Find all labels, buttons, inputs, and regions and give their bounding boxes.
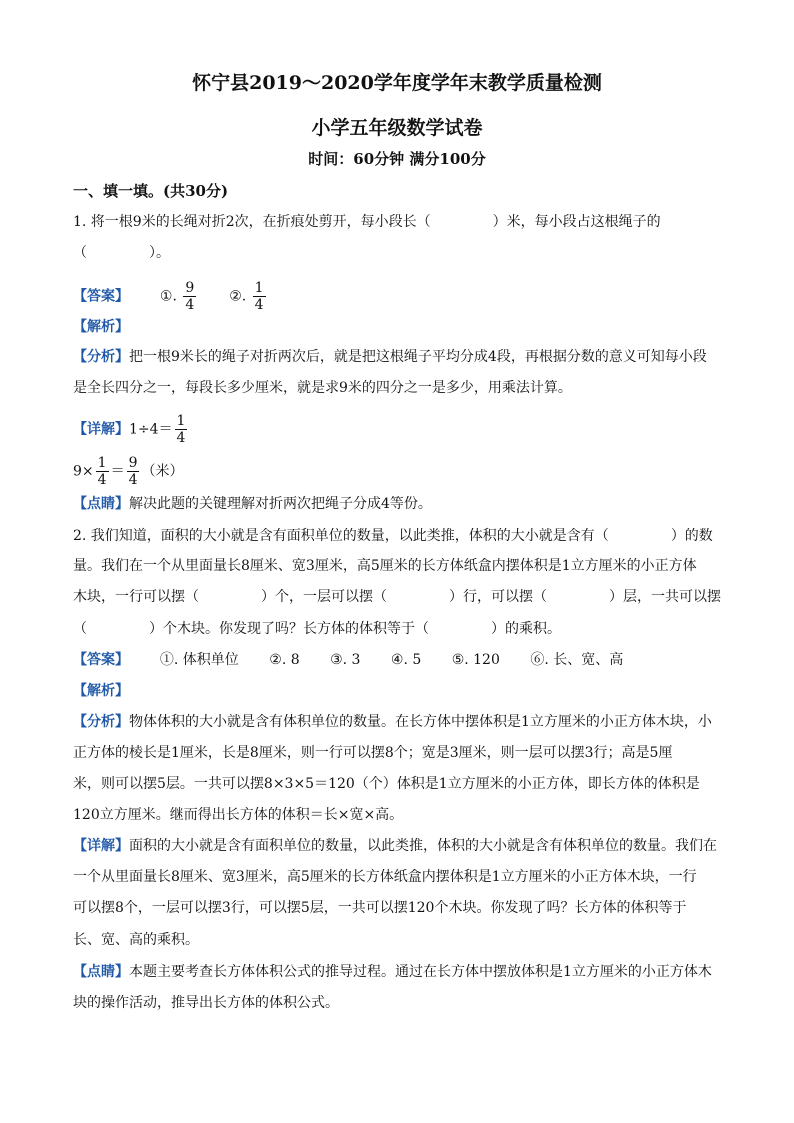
analysis-tag: 【解析】 (73, 319, 129, 335)
q1-calc-fraction-1: $\frac{1}{4}$ (97, 455, 107, 488)
section-heading: 一、填一填。(共30分) (73, 182, 229, 200)
q2-stem-line1: 2. 我们知道，面积的大小就是含有面积单位的数量，以此类推，体积的大小就是含有（ ）的数 (73, 528, 713, 544)
q2-stem-line4: （ ）个木块。你发现了吗？长方体的体积等于（ ）的乘积。 (73, 621, 561, 637)
q2-answer-item: ③. 3 (330, 652, 361, 668)
exam-title: 怀宁县2019～2020学年度学年末教学质量检测 (192, 72, 602, 94)
dianjing-tag: 【点睛】 (73, 496, 129, 512)
q1-answer2-fraction: $\frac{1}{4}$ (254, 280, 264, 313)
q2-answer-item: ②. 8 (269, 652, 300, 668)
fenxi-tag: 【分析】 (73, 714, 129, 730)
q1-xiangjie-fraction: $\frac{1}{4}$ (176, 413, 186, 446)
fenxi-tag: 【分析】 (73, 349, 129, 365)
q2-answer-line (73, 650, 723, 670)
answer-tag: 【答案】 (73, 652, 129, 668)
q1-dianjing-line: 【点睛】解决此题的关键理解对折两次把绳子分成4等份。 (73, 496, 432, 512)
q2-fenxi-line3: 米，则可以摆5层。一共可以摆8×3×5＝120（个）体积是1立方厘米的小正方体，即长方体的体积是 (73, 776, 700, 792)
q2-answer-item: ①. 体积单位 (159, 652, 239, 668)
dianjing-tag: 【点睛】 (73, 964, 129, 980)
q1-answer-line (73, 280, 723, 313)
q1-stem-line1 (73, 212, 723, 232)
q1-xiangjie-line: 【详解】1÷4＝ $\frac{1}{4}$ (73, 413, 186, 446)
xiangjie-tag: 【详解】 (73, 421, 129, 438)
q1-answer1-fraction: $\frac{9}{4}$ (185, 280, 195, 313)
q2-fenxi-line2: 正方体的棱长是1厘米，长是8厘米，则一行可以摆8个；宽是3厘米，则一层可以摆3行；高是5厘 (73, 745, 673, 761)
q2-xiangjie-line2: 一个从里面量长8厘米、宽3厘米，高5厘米的长方体纸盒内摆体积是1立方厘米的小正方体木块，一行 (73, 869, 697, 885)
q2-stem-line2: 量。我们在一个从里面量长8厘米、宽3厘米，高5厘米的长方体纸盒内摆体积是1立方厘米的小正方体 (73, 558, 697, 574)
exam-time-info: 时间：60分钟 满分100分 (308, 150, 486, 168)
q2-xiangjie-line3: 可以摆8个，一层可以摆3行，可以摆5层，一共可以摆120个木块。你发现了吗？长方体的体积等于 (73, 900, 687, 916)
q1-stem-text-a: 1. 将一根9米的长绳对折2次，在折痕处剪开，每小段长（ (73, 214, 431, 230)
q2-answer-item: ④. 5 (390, 652, 422, 668)
answer-tag: 【答案】 (73, 288, 129, 305)
q2-answer-item: ⑥. 长、宽、高 (530, 652, 624, 668)
q2-xiangjie-line4: 长、宽、高的乘积。 (73, 932, 199, 948)
q2-stem-line3: 木块，一行可以摆（ ）个，一层可以摆（ ）行，可以摆（ ）层，一共可以摆 (73, 589, 721, 605)
q1-fenxi-line1: 【分析】把一根9米长的绳子对折两次后，就是把这根绳子平均分成4段，再根据分数的意义可知每小段 (73, 349, 707, 365)
q1-stem-text-d: ）。 (149, 245, 170, 261)
q2-answer-item: ⑤. 120 (451, 652, 500, 668)
q2-xiangjie-line1: 【详解】面积的大小就是含有面积单位的数量，以此类推，体积的大小就是含有体积单位的数量。我们在 (73, 838, 717, 854)
xiangjie-tag: 【详解】 (73, 838, 129, 854)
q1-calc-fraction-2: $\frac{9}{4}$ (128, 455, 138, 488)
q1-stem-line2 (73, 243, 723, 263)
q2-dianjing-line1: 【点睛】本题主要考查长方体体积公式的推导过程。通过在长方体中摆放体积是1立方厘米的小正方体木 (73, 964, 712, 980)
q1-stem-text-c: （ (73, 245, 87, 261)
analysis-tag: 【解析】 (73, 683, 129, 699)
q2-fenxi-line4: 120立方厘米。继而得出长方体的体积＝长×宽×高。 (73, 807, 404, 823)
q2-dianjing-line2: 块的操作活动，推导出长方体的体积公式。 (73, 995, 339, 1011)
q2-fenxi-line1: 【分析】物体体积的大小就是含有体积单位的数量。在长方体中摆体积是1立方厘米的小正方体木块，小 (73, 714, 712, 730)
q1-fenxi-line2: 是全长四分之一，每段长多少厘米，就是求9米的四分之一是多少，用乘法计算。 (73, 380, 572, 396)
q1-calc-line: 9× $\frac{1}{4}$ ＝ $\frac{9}{4}$ （米） (73, 455, 184, 488)
q1-answer2-label: ②. (229, 288, 247, 305)
exam-subtitle: 小学五年级数学试卷 (311, 117, 483, 139)
q1-stem-text-b: ）米，每小段占这根绳子的 (492, 214, 661, 230)
q1-answer1-label: ①. (159, 288, 177, 305)
